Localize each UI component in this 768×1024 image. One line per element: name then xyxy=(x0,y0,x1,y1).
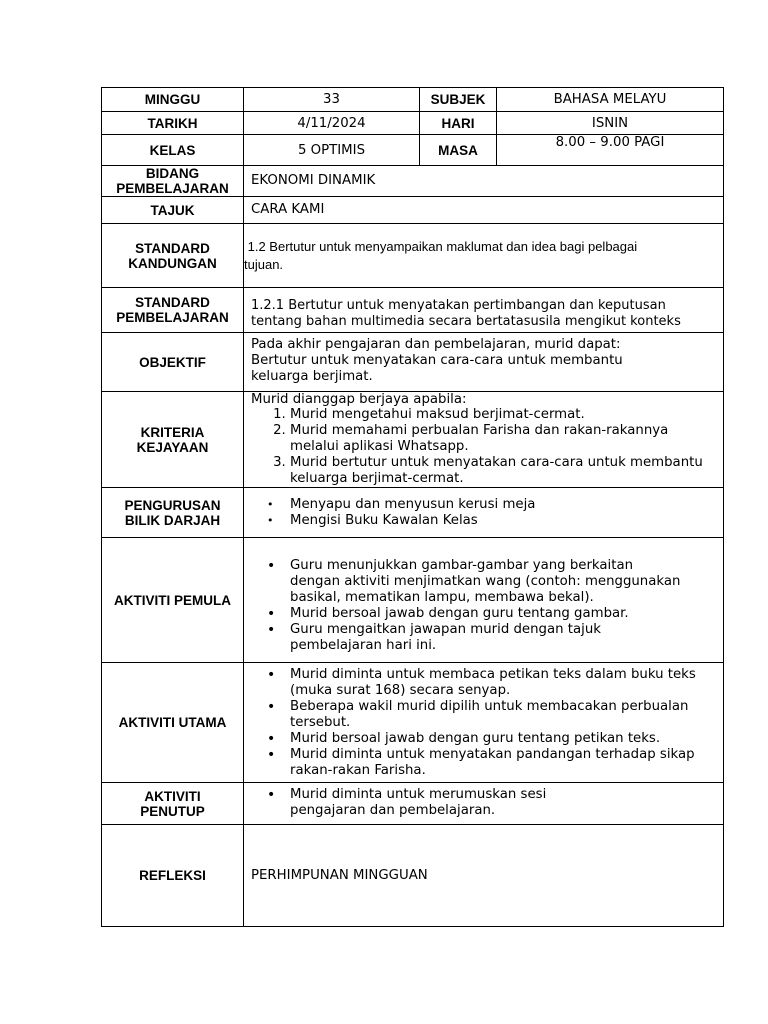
lesson-plan-table xyxy=(101,87,724,927)
pemula-item: • Guru menunjukkan gambar-gambar yang berkaitan dengan aktiviti menjimatkan wang (contoh: menggunakan basikal, mematikan lampu, membawa bekal). xyxy=(290,558,683,606)
standard-pembelajaran-label-line-2: PEMBELAJARAN xyxy=(116,310,229,325)
pengurusan-value xyxy=(244,488,724,538)
penutup-item: • Murid diminta untuk merumuskan sesi pengajaran dan pembelajaran. xyxy=(290,787,583,819)
tajuk-value: CARA KAMI xyxy=(244,197,724,224)
pengurusan-item: • Menyapu dan menyusun kerusi meja xyxy=(290,497,723,513)
utama-item: • Beberapa wakil murid dipilih untuk membacakan perbualan tersebut. xyxy=(290,699,701,731)
row-pengurusan xyxy=(102,488,724,538)
standard-kandungan-label-line-2: KANDUNGAN xyxy=(128,255,217,271)
pemula-value xyxy=(244,538,724,663)
utama-item: • Murid diminta untuk menyatakan pandangan terhadap sikap rakan-rakan Farisha. xyxy=(290,747,701,779)
pemula-item: • Guru mengaitkan jawapan murid dengan tajuk pembelajaran hari ini. xyxy=(290,622,683,654)
pengurusan-label-line-2: BILIK DARJAH xyxy=(124,512,221,528)
pengurusan-label-line-1: PENGURUSAN xyxy=(124,497,221,513)
penutup-label-line-2: PENUTUP xyxy=(140,803,205,819)
kelas-label: KELAS xyxy=(102,135,244,166)
tarikh-label: TARIKH xyxy=(102,112,244,135)
objektif-line-1: Pada akhir pengajaran dan pembelajaran, murid dapat: xyxy=(251,337,621,352)
pengurusan-list xyxy=(251,497,723,529)
bidang-label xyxy=(102,166,244,197)
standard-kandungan-label-line-1: STANDARD xyxy=(135,240,210,256)
minggu-label: MINGGU xyxy=(102,88,244,112)
pemula-item: • Murid bersoal jawab dengan guru tentang gambar. xyxy=(290,606,683,622)
bidang-label-line-2: PEMBELAJARAN xyxy=(116,181,229,196)
hari-label: HARI xyxy=(420,112,497,135)
penutup-label-line-1: AKTIVITI xyxy=(144,788,201,804)
standard-kandungan-line-2: tujuan. xyxy=(244,256,284,272)
row-kelas xyxy=(102,135,724,166)
row-objektif xyxy=(102,333,724,392)
standard-pembelajaran-label xyxy=(102,288,244,333)
row-tajuk xyxy=(102,197,724,224)
row-tarikh xyxy=(102,112,724,135)
hari-value: ISNIN xyxy=(497,112,724,135)
penutup-list xyxy=(251,787,723,819)
standard-pembelajaran-line-2: tentang bahan multimedia secara bertatasusila mengikut konteks xyxy=(251,314,681,329)
masa-label: MASA xyxy=(420,135,497,166)
standard-kandungan-line-1: 1.2 Bertutur untuk menyampaikan maklumat dan idea bagi pelbagai xyxy=(244,238,638,254)
objektif-line-2: Bertutur untuk menyatakan cara-cara untuk membantu xyxy=(251,353,623,368)
objektif-value xyxy=(244,333,724,392)
utama-item: • Murid diminta untuk membaca petikan teks dalam buku teks (muka surat 168) secara senyap. xyxy=(290,667,701,699)
kriteria-label-line-2: KEJAYAAN xyxy=(136,439,209,455)
pemula-label: AKTIVITI PEMULA xyxy=(102,538,244,663)
kriteria-list xyxy=(251,407,723,487)
kriteria-label-line-1: KRITERIA xyxy=(140,424,205,440)
row-kriteria xyxy=(102,392,724,488)
row-bidang xyxy=(102,166,724,197)
utama-item: • Murid bersoal jawab dengan guru tentang petikan teks. xyxy=(290,731,701,747)
objektif-line-3: keluarga berjimat. xyxy=(251,369,373,384)
utama-list xyxy=(251,667,723,779)
bidang-label-line-1: BIDANG xyxy=(145,166,200,181)
bidang-value: EKONOMI DINAMIK xyxy=(244,166,724,197)
tajuk-label: TAJUK xyxy=(102,197,244,224)
subjek-value: BAHASA MELAYU xyxy=(497,88,724,112)
kriteria-label xyxy=(102,392,244,488)
refleksi-label: REFLEKSI xyxy=(102,825,244,927)
utama-label: AKTIVITI UTAMA xyxy=(102,663,244,783)
row-penutup xyxy=(102,783,724,825)
minggu-value: 33 xyxy=(244,88,420,112)
kriteria-item: 2. Murid memahami perbualan Farisha dan rakan-rakannya melalui aplikasi Whatsapp. xyxy=(290,423,715,455)
penutup-label xyxy=(102,783,244,825)
pemula-list xyxy=(251,558,723,654)
penutup-value xyxy=(244,783,724,825)
pengurusan-item: • Mengisi Buku Kawalan Kelas xyxy=(290,513,723,529)
standard-kandungan-value xyxy=(244,224,724,288)
pengurusan-label xyxy=(102,488,244,538)
kriteria-intro: Murid dianggap berjaya apabila: xyxy=(251,392,467,407)
subjek-label: SUBJEK xyxy=(420,88,497,112)
row-standard-kandungan xyxy=(102,224,724,288)
row-pemula xyxy=(102,538,724,663)
standard-pembelajaran-line-1: 1.2.1 Bertutur untuk menyatakan pertimbangan dan keputusan xyxy=(251,298,666,313)
row-utama xyxy=(102,663,724,783)
objektif-label: OBJEKTIF xyxy=(102,333,244,392)
refleksi-value: PERHIMPUNAN MINGGUAN xyxy=(244,825,724,927)
kriteria-value xyxy=(244,392,724,488)
row-standard-pembelajaran xyxy=(102,288,724,333)
kriteria-item: 1. Murid mengetahui maksud berjimat-cermat. xyxy=(290,407,715,423)
standard-kandungan-label xyxy=(102,224,244,288)
masa-value: 8.00 – 9.00 PAGI xyxy=(497,135,724,166)
kriteria-item: 3. Murid bertutur untuk menyatakan cara-cara untuk membantu keluarga berjimat-cermat. xyxy=(290,455,715,487)
standard-pembelajaran-value xyxy=(244,288,724,333)
row-refleksi xyxy=(102,825,724,927)
row-minggu xyxy=(102,88,724,112)
utama-value xyxy=(244,663,724,783)
standard-pembelajaran-label-line-1: STANDARD xyxy=(135,295,210,310)
kelas-value: 5 OPTIMIS xyxy=(244,135,420,166)
tarikh-value: 4/11/2024 xyxy=(244,112,420,135)
